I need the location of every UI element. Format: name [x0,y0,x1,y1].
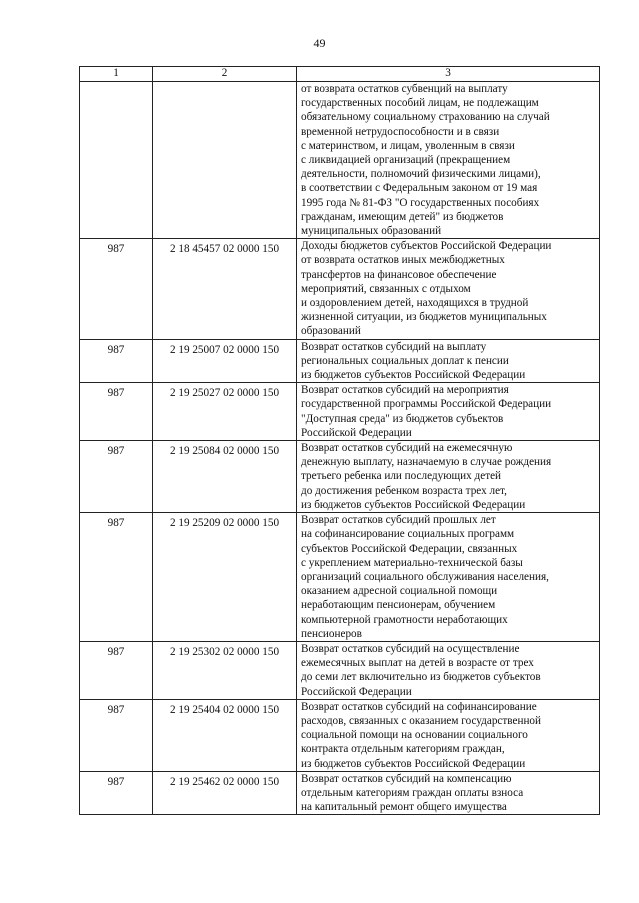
admin-code-cell: 987 [80,699,153,771]
revenue-code-cell: 2 19 25404 02 0000 150 [153,699,297,771]
admin-code-cell: 987 [80,239,153,339]
revenue-code-cell: 2 18 45457 02 0000 150 [153,239,297,339]
description-line: расходов, связанных с оказанием государственной [301,714,542,727]
description-line: до семи лет включительно из бюджетов субъектов [301,671,541,684]
description-line: Возврат остатков субсидий на осуществление [301,642,520,655]
column-header-2: 2 [153,67,297,82]
revenue-code-cell [153,82,297,239]
table-row [80,513,600,642]
description-line: Возврат остатков субсидий на мероприятия [301,384,509,397]
description-line: Возврат остатков субсидий на ежемесячную [301,442,513,455]
revenue-codes-table [79,66,600,815]
description-line: Российской Федерации [301,685,412,698]
description-line: на софинансирование социальных программ [301,528,515,541]
description-line: до достижения ребенком возраста трех лет, [301,484,507,497]
description-line: третьего ребенка или последующих детей [301,470,502,483]
description-line: Российской Федерации [301,426,412,439]
description-cell [297,441,600,513]
revenue-code-cell: 2 19 25302 02 0000 150 [153,641,297,699]
description-cell [297,641,600,699]
description-line: Возврат остатков субсидий прошлых лет [301,514,496,527]
description-line: трансфертов на финансовое обеспечение [301,268,497,281]
admin-code-cell: 987 [80,441,153,513]
admin-code-cell: 987 [80,339,153,383]
table-row [80,239,600,339]
description-line: из бюджетов субъектов Российской Федерации [301,369,526,382]
description-line: субъектов Российской Федерации, связанных [301,542,518,555]
description-line: с ликвидацией организаций (прекращением [301,154,511,167]
description-cell [297,771,600,815]
description-line: Доходы бюджетов субъектов Российской Федерации [301,240,552,253]
description-line: компьютерной грамотности неработающих [301,613,508,626]
description-line: контракта отдельным категориям граждан, [301,743,505,756]
admin-code-cell: 987 [80,641,153,699]
description-line: денежную выплату, назначаемую в случае рождения [301,456,552,469]
description-cell [297,699,600,771]
description-line: образований [301,325,361,338]
description-line: социальной помощи на основании социального [301,729,528,742]
description-line: гражданам, имеющим детей" из бюджетов [301,210,504,223]
description-line: деятельности, полномочий физическими лицами), [301,168,541,181]
revenue-code-cell: 2 19 25084 02 0000 150 [153,441,297,513]
description-line: государственных пособий лицам, не подлежащим [301,97,539,110]
description-line: с укреплением материально-технической базы [301,556,523,569]
description-line: жизненной ситуации, из бюджетов муниципальных [301,311,547,324]
table-row [80,641,600,699]
description-line: организаций социального обслуживания населения, [301,570,549,583]
table-row [80,699,600,771]
description-cell [297,339,600,383]
page-number: 49 [313,36,326,50]
description-cell [297,82,600,239]
revenue-code-cell: 2 19 25209 02 0000 150 [153,513,297,642]
description-line: отдельным категориям граждан оплаты взноса [301,786,524,799]
table-header-row [80,67,600,82]
description-line: обязательному социальному страхованию на случай [301,111,550,124]
description-line: неработающим пенсионерам, обучением [301,599,496,612]
description-line: 1995 года № 81-ФЗ "О государственных пособиях [301,196,540,209]
description-line: пенсионеров [301,627,362,640]
description-line: в соответствии с Федеральным законом от 19 мая [301,182,538,195]
admin-code-cell [80,82,153,239]
admin-code-cell: 987 [80,513,153,642]
table-row [80,441,600,513]
table-row [80,771,600,815]
description-line: с материнством, и лицам, уволенным в связи [301,139,515,152]
description-line: Возврат остатков субсидий на компенсацию [301,772,512,785]
description-line: "Доступная среда" из бюджетов субъектов [301,412,504,425]
revenue-code-cell: 2 19 25007 02 0000 150 [153,339,297,383]
table-body [80,82,600,815]
description-cell [297,383,600,441]
description-line: региональных социальных доплат к пенсии [301,354,509,367]
description-line: Возврат остатков субсидий на софинансирование [301,700,537,713]
description-line: и оздоровлением детей, находящихся в трудной [301,297,529,310]
description-line: государственной программы Российской Федерации [301,398,552,411]
revenue-code-cell: 2 19 25462 02 0000 150 [153,771,297,815]
table-row [80,339,600,383]
table-row [80,383,600,441]
description-line: из бюджетов субъектов Российской Федерации [301,498,526,511]
description-line: из бюджетов субъектов Российской Федерации [301,757,526,770]
table-row-continuation [80,82,600,239]
column-header-3: 3 [297,67,600,82]
description-line: муниципальных образований [301,225,442,238]
description-line: оказанием адресной социальной помощи [301,585,498,598]
description-line: Возврат остатков субсидий на выплату [301,340,487,353]
description-line: от возврата остатков субвенций на выплату [301,83,508,95]
admin-code-cell: 987 [80,383,153,441]
description-line: от возврата остатков иных межбюджетных [301,254,505,267]
description-line: мероприятий, связанных с отдыхом [301,282,471,295]
description-cell [297,239,600,339]
description-line: на капитальный ремонт общего имущества [301,801,507,814]
admin-code-cell: 987 [80,771,153,815]
column-header-1: 1 [80,67,153,82]
description-cell [297,513,600,642]
description-line: временной нетрудоспособности и в связи [301,125,500,138]
description-line: ежемесячных выплат на детей в возрасте от трех [301,657,534,670]
revenue-code-cell: 2 19 25027 02 0000 150 [153,383,297,441]
